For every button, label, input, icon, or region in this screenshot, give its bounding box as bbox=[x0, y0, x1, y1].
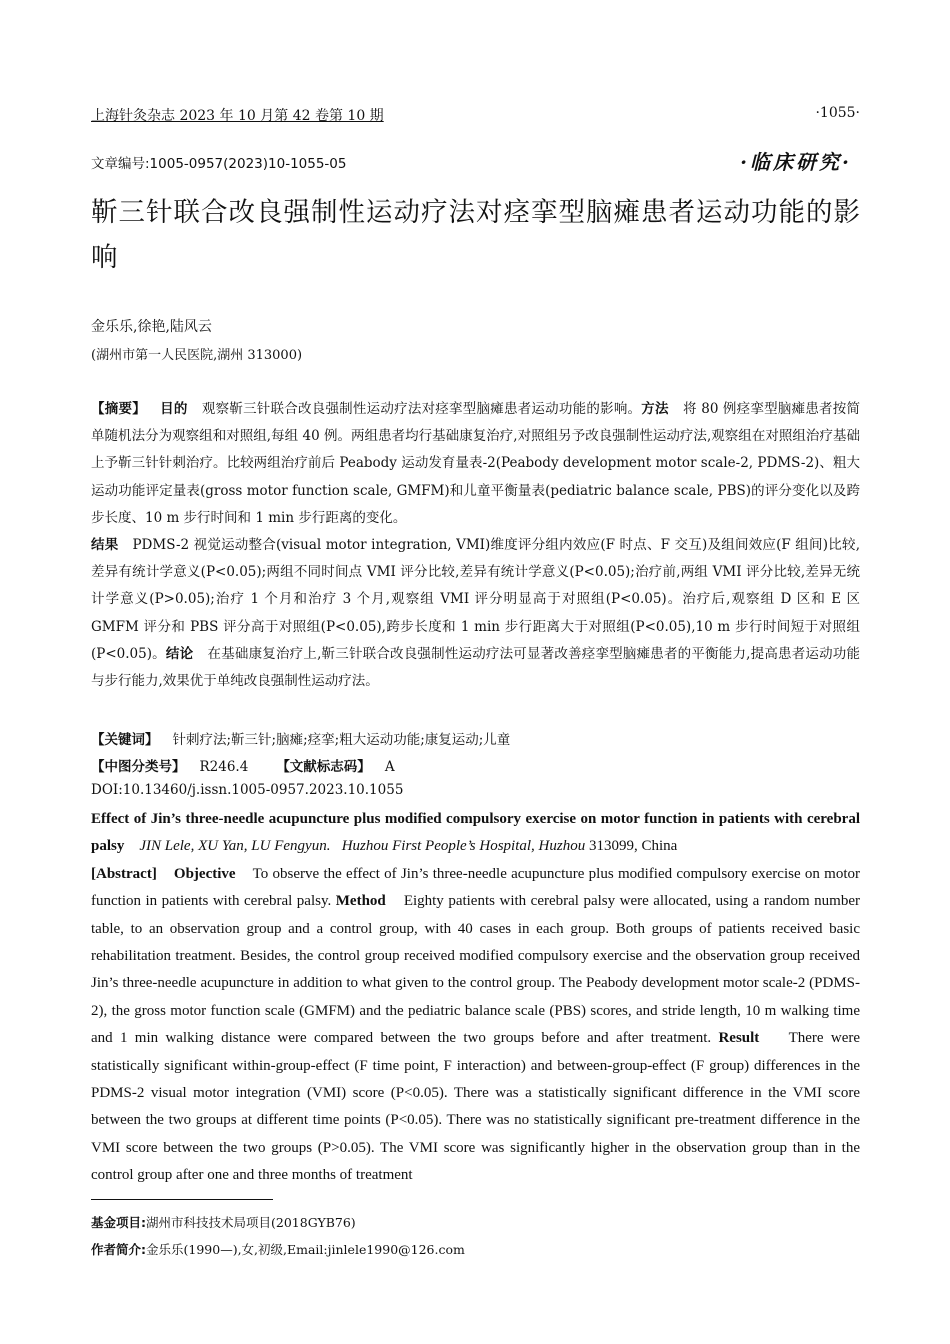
article-title: 靳三针联合改良强制性运动疗法对痉挛型脑瘫患者运动功能的影响 bbox=[91, 197, 861, 273]
english-method-text: Eighty patients with cerebral palsy were allocated, using a random number table, to an observation group and a control group, with 40 cases in each group. Both groups of patients received basic rehabilitation treatment. Besides, the control group received modified compulsory exercise and the observation group received Jin’s three-needle acupuncture in addition to what given to the control group. The Peabody development motor scale-2 (PDMS-2), the gross motor function scale (GMFM) and the pediatric balance scale (PBS) scores, and stride length, 10 m walking time and 1 min walking distance were compared between the two groups before and after treatment. bbox=[91, 893, 860, 1047]
author-bio-label: 作者简介: bbox=[91, 1242, 146, 1257]
result-label: 结果 bbox=[91, 537, 119, 554]
english-authors: JIN Lele, XU Yan, LU Fengyun. bbox=[139, 838, 331, 855]
english-title: Effect of Jin’s three-needle acupuncture plus modified compulsory exercise on motor function in patients with cerebral palsy bbox=[91, 811, 860, 855]
footnote-divider bbox=[91, 1199, 273, 1200]
method-label: 方法 bbox=[641, 401, 669, 417]
english-affiliation: Huzhou First People’s Hospital, Huzhou bbox=[341, 838, 586, 855]
english-abstract-block bbox=[91, 806, 860, 1190]
author-bio-footnote bbox=[91, 1240, 465, 1258]
doc-code-value: A bbox=[384, 759, 395, 775]
keywords-line bbox=[91, 728, 510, 748]
result-text: PDMS-2 视觉运动整合(visual motor integration, VMI)维度评分组内效应(F 时点、F 交互)及组间效应(F 组间)比较,差异有统计学意义(P<0.05);两组不同时间点 VMI 评分比较,差异有统计学意义(P<0.05);治疗前,两组 VMI 评分比较,差异无统计学意义(P>0.05);治疗 1 个月和治疗 3 个月,观察组 VMI 评分明显高于对照组(P<0.05)。治疗后,观察组 D 区和 E 区 GMFM 评分和 PBS 评分高于对照组(P<0.05),跨步长度和 1 min 步行距离大于对照组(P<0.05),10 m 步行时间短于对照组(P<0.05)。 bbox=[91, 537, 861, 662]
fund-value: 湖州市科技技术局项目(2018GYB76) bbox=[146, 1215, 356, 1230]
objective-text: 观察靳三针联合改良强制性运动疗法对痉挛型脑瘫患者运动功能的影响。 bbox=[201, 401, 642, 417]
english-abstract-label: [Abstract] bbox=[91, 865, 157, 882]
clc-label: 【中图分类号】 bbox=[91, 759, 186, 775]
method-text: 将 80 例痉挛型脑瘫患者按简单随机法分为观察组和对照组,每组 40 例。两组患者均行基础康复治疗,对照组另予改良强制性运动疗法,观察组在对照组治疗基础上予靳三针针刺治疗。比较两组治疗前后 Peabody 运动发育量表-2(Peabody development motor scale-2, PDMS-2)、粗大运动功能评定量表(gross motor function scale, GMFM)和儿童平衡量表(pediatric balance scale, PBS)的评分变化以及跨步长度、10 m 步行时间和 1 min 步行距离的变化。 bbox=[91, 401, 861, 526]
conclusion-text: 在基础康复治疗上,靳三针联合改良强制性运动疗法可显著改善痉挛型脑瘫患者的平衡能力,提高患者运动功能与步行能力,效果优于单纯改良强制性运动疗法。 bbox=[91, 645, 860, 690]
column-tag: ·临床研究· bbox=[740, 150, 852, 174]
conclusion-label: 结论 bbox=[165, 645, 194, 662]
authors: 金乐乐,徐艳,陆风云 bbox=[91, 319, 212, 335]
journal-issue: 上海针灸杂志 2023 年 10 月第 42 卷第 10 期 bbox=[91, 108, 384, 124]
fund-label: 基金项目: bbox=[91, 1215, 146, 1230]
doi: DOI:10.13460/j.issn.1005-0957.2023.10.1055 bbox=[91, 782, 404, 798]
fund-footnote bbox=[91, 1213, 356, 1231]
english-postcode: 313099, China bbox=[588, 838, 678, 855]
english-objective-label: Objective bbox=[173, 865, 236, 882]
article-number: 文章编号:1005-0957(2023)10-1055-05 bbox=[91, 156, 347, 172]
keywords-label: 【关键词】 bbox=[91, 732, 159, 748]
english-objective-text: To observe the effect of Jin’s three-needle acupuncture plus modified compulsory exercise on motor function in patients with cerebral palsy. bbox=[91, 865, 860, 910]
author-bio-value: 金乐乐(1990—),女,初级,Email:jinlele1990@126.com bbox=[146, 1242, 465, 1257]
english-result-text: There were statistically significant within-group-effect (F time point, F interaction) and between-group-effect (F group) differences in the PDMS-2 visual motor integration (VMI) score (P<0.05). There was a statistically significant difference in the VMI score between the two groups at different time points (P<0.05). There was no statistically significant pre-treatment difference in the VMI score between the two groups (P>0.05). The VMI score was significantly higher in the observation group than in the control group after one and three months of treatment bbox=[91, 1030, 861, 1184]
english-method-label: Method bbox=[335, 893, 386, 910]
classification-line bbox=[91, 755, 395, 775]
keywords-value: 针刺疗法;靳三针;脑瘫;痉挛;粗大运动功能;康复运动;儿童 bbox=[172, 732, 511, 748]
english-result-label: Result bbox=[718, 1030, 760, 1047]
doc-code-label: 【文献标志码】 bbox=[276, 759, 371, 775]
abstract-label: 【摘要】 bbox=[91, 401, 146, 417]
cn-abstract bbox=[91, 396, 860, 695]
english-abstract bbox=[91, 861, 860, 1190]
english-title-line bbox=[91, 806, 860, 861]
page-number: ·1055· bbox=[815, 105, 860, 121]
objective-label: 目的 bbox=[159, 401, 188, 417]
clc-value: R246.4 bbox=[199, 759, 249, 775]
running-head bbox=[91, 105, 860, 127]
affiliation: (湖州市第一人民医院,湖州 313000) bbox=[91, 348, 303, 363]
